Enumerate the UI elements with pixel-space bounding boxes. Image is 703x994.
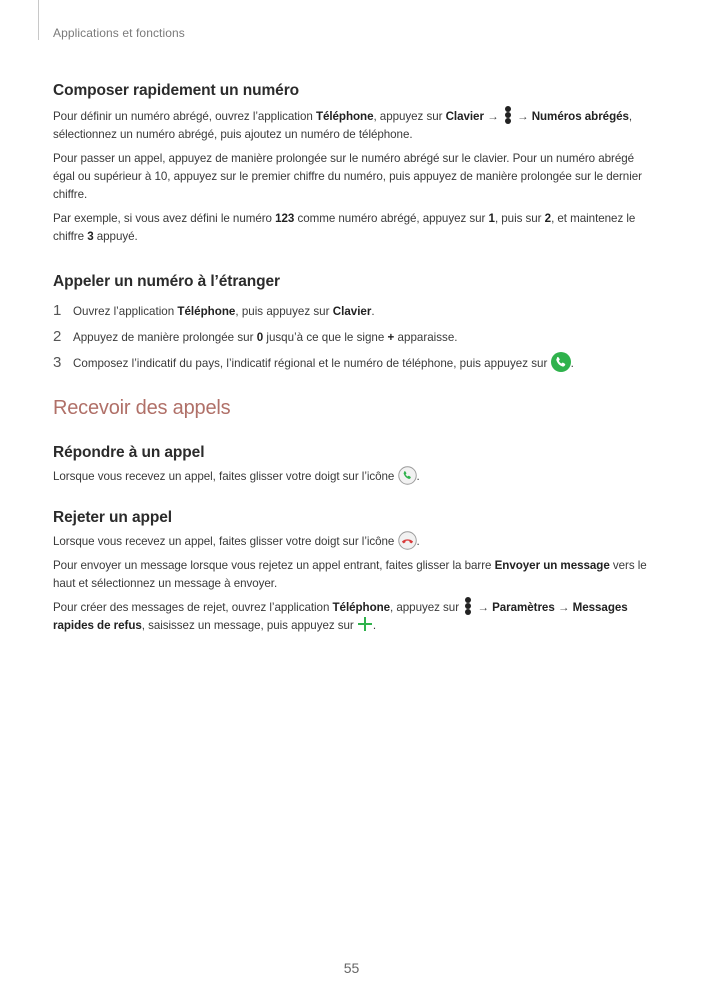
section-title-answer: Répondre à un appel — [53, 444, 205, 461]
answer-paragraph: Lorsque vous recevez un appel, faites glisser votre doigt sur l’icône . — [53, 468, 653, 486]
call-icon — [551, 352, 571, 372]
speed-dial-paragraph-2: Pour passer un appel, appuyez de manière prolongée sur le numéro abrégé sur le clavier. Pour un numéro abrégé égal ou supérieur à 10, appuyez sur le premier chiffre du numéro, puis appuyez de manière prolongée sur le dernier chiffre. — [53, 152, 642, 201]
reject-call-icon — [398, 531, 417, 550]
section-title-reject: Rejeter un appel — [53, 509, 172, 526]
international-steps — [53, 303, 653, 373]
step-item: 3 Composez l’indicatif du pays, l’indicatif régional et le numéro de téléphone, puis appuyez sur . — [53, 355, 653, 373]
reject-paragraph-2: Pour envoyer un message lorsque vous rejetez un appel entrant, faites glisser la barre Envoyer un message vers le haut et sélectionnez un message à envoyer. — [53, 559, 647, 590]
page-content — [53, 82, 653, 641]
section-title-international: Appeler un numéro à l’étranger — [53, 273, 280, 290]
reject-paragraph-3: Pour créer des messages de rejet, ouvrez l’application Téléphone, appuyez sur → Paramètres → Messages rapides de refus, saisissez un message, puis appuyez sur . — [53, 599, 653, 635]
chapter-title-receive-calls: Recevoir des appels — [53, 397, 231, 419]
add-icon — [357, 616, 373, 632]
step-item: 1 Ouvrez l’application Téléphone, puis appuyez sur Clavier. — [53, 302, 375, 319]
speed-dial-paragraph-1: Pour définir un numéro abrégé, ouvrez l’application Téléphone, appuyez sur Clavier → → Numéros abrégés, sélectionnez un numéro abrégé, puis ajoutez un numéro de téléphone. — [53, 108, 653, 144]
answer-call-icon — [398, 466, 417, 485]
step-item: 2 Appuyez de manière prolongée sur 0 jusqu’à ce que le signe + apparaisse. — [53, 328, 458, 345]
page-number: 55 — [343, 960, 360, 976]
more-options-icon — [504, 105, 512, 125]
speed-dial-paragraph-3: Par exemple, si vous avez défini le numéro 123 comme numéro abrégé, appuyez sur 1, puis sur 2, et maintenez le chiffre 3 appuyé. — [53, 212, 636, 243]
header-divider — [38, 0, 39, 40]
running-header: Applications et fonctions — [53, 26, 185, 40]
reject-paragraph-1: Lorsque vous recevez un appel, faites glisser votre doigt sur l’icône . — [53, 533, 653, 551]
more-options-icon — [464, 596, 472, 616]
section-title-speed-dial: Composer rapidement un numéro — [53, 82, 299, 99]
